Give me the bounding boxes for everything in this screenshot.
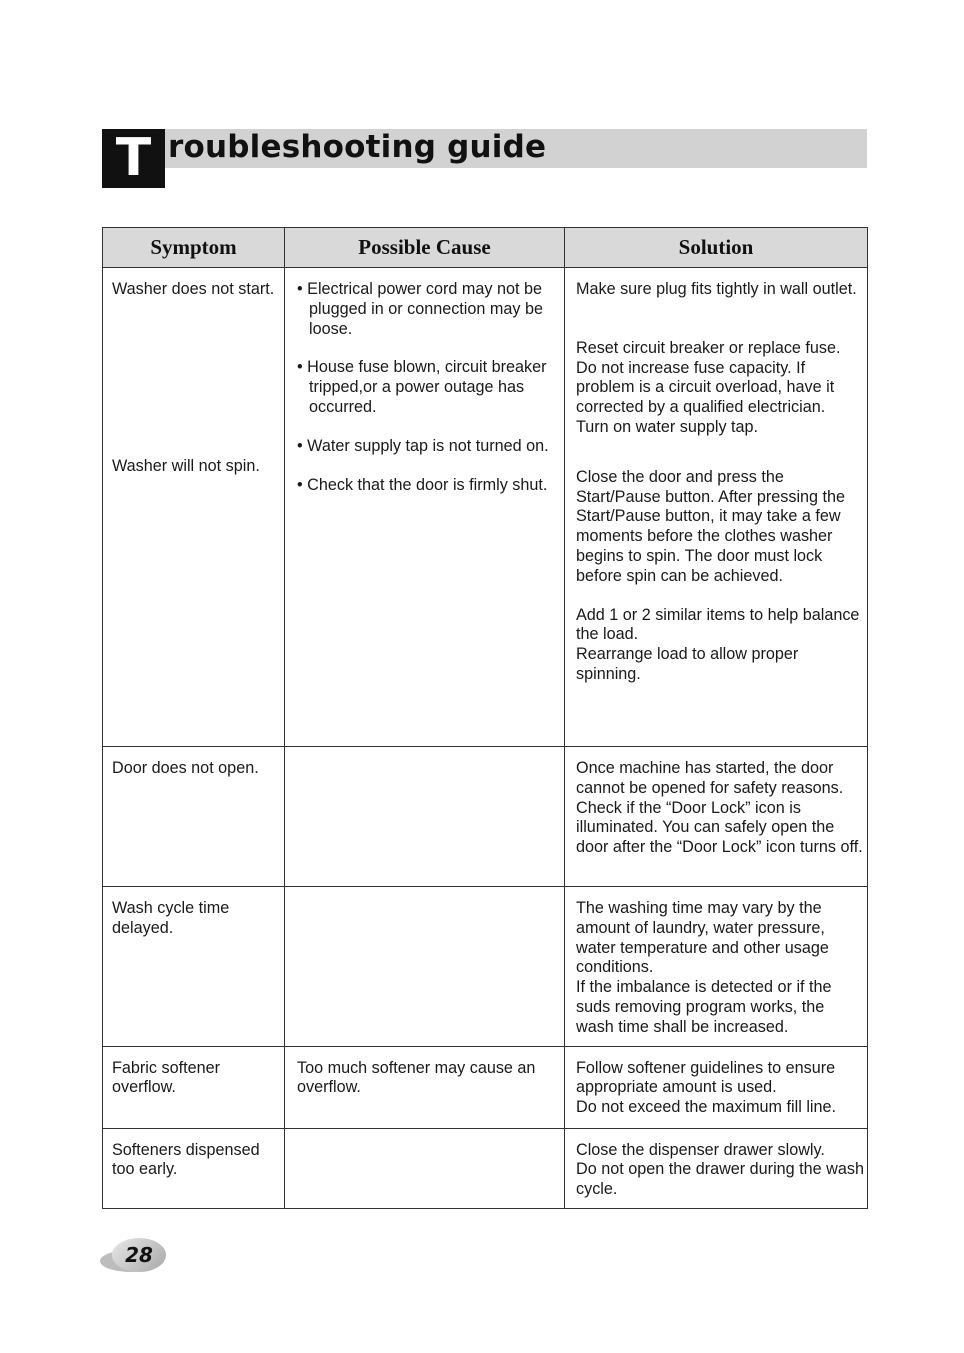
cause-text: • Check that the door is firmly shut. — [297, 475, 548, 494]
cause-text: Too much softener may cause an overflow. — [297, 1058, 536, 1097]
symptom-text: Wash cycle time delayed. — [112, 899, 230, 937]
solution-text: Reset circuit breaker or replace fuse. Do not increase fuse capacity. If problem is a circuit overload, have it corrected by a qualified electrician. — [576, 338, 841, 417]
solution-cell — [565, 268, 868, 747]
solution-text: Close the dispenser drawer slowly. — [576, 1140, 825, 1159]
symptom-text: Washer does not start. — [112, 280, 275, 298]
cause-cell — [285, 1128, 565, 1208]
symptom-cell — [103, 1128, 285, 1208]
solution-cell — [565, 1128, 868, 1208]
table-row — [103, 747, 868, 887]
cause-cell — [285, 1046, 565, 1128]
symptom-cell — [103, 1046, 285, 1128]
solution-text: Turn on water supply tap. — [576, 417, 759, 436]
cause-cell — [285, 747, 565, 887]
solution-text: Make sure plug fits tightly in wall outlet. — [576, 280, 857, 298]
cause-text: • House fuse blown, circuit breaker tripped,or a power outage has occurred. — [297, 358, 547, 416]
symptom-cell — [103, 268, 285, 747]
solution-text: Add 1 or 2 similar items to help balance the load. — [576, 605, 860, 644]
cause-cell — [285, 887, 565, 1047]
header-possible-cause: Possible Cause — [285, 228, 565, 268]
solution-cell — [565, 1046, 868, 1128]
table-row — [103, 268, 868, 747]
solution-cell — [565, 887, 868, 1047]
table-row — [103, 887, 868, 1047]
table-header-row — [103, 228, 868, 268]
solution-cell — [565, 747, 868, 887]
symptom-text: Fabric softener overflow. — [112, 1058, 220, 1097]
table-row — [103, 1046, 868, 1128]
cause-cell — [285, 268, 565, 747]
troubleshooting-table — [102, 227, 868, 1209]
solution-text: Do not open the drawer during the wash cycle. — [576, 1160, 864, 1199]
table-row — [103, 1128, 868, 1208]
solution-text: Rearrange load to allow proper spinning. — [576, 645, 799, 683]
solution-text: If the imbalance is detected or if the suds removing program works, the wash time shall be increased. — [576, 978, 832, 1036]
symptom-text: Door does not open. — [112, 759, 259, 777]
symptom-text: Softeners dispensed too early. — [112, 1140, 260, 1179]
title-initial-letter: T — [102, 129, 165, 188]
page-number: 28 — [125, 1243, 153, 1267]
cause-text: • Electrical power cord may not be plugged in or connection may be loose. — [297, 280, 543, 338]
solution-text: Close the door and press the Start/Pause button. After pressing the Start/Pause button, it may take a few moments before the clothes washer begins to spin. The door must lock before spin can be achieved. — [576, 467, 846, 585]
cause-text: • Water supply tap is not turned on. — [297, 436, 549, 455]
page-title: roubleshooting guide — [168, 129, 547, 165]
symptom-text: Washer will not spin. — [112, 456, 260, 475]
header-solution: Solution — [565, 228, 868, 268]
solution-text: The washing time may vary by the amount of laundry, water pressure, water temperature and other usage conditions. — [576, 899, 829, 977]
solution-text: Follow softener guidelines to ensure appropriate amount is used. — [576, 1058, 836, 1097]
symptom-cell — [103, 747, 285, 887]
symptom-cell — [103, 887, 285, 1047]
header-symptom: Symptom — [103, 228, 285, 268]
solution-text: Once machine has started, the door cannot be opened for safety reasons. Check if the “Door Lock” icon is illuminated. You can safely open the door after the “Door Lock” icon turns off. — [576, 759, 863, 857]
solution-text: Do not exceed the maximum fill line. — [576, 1098, 837, 1117]
